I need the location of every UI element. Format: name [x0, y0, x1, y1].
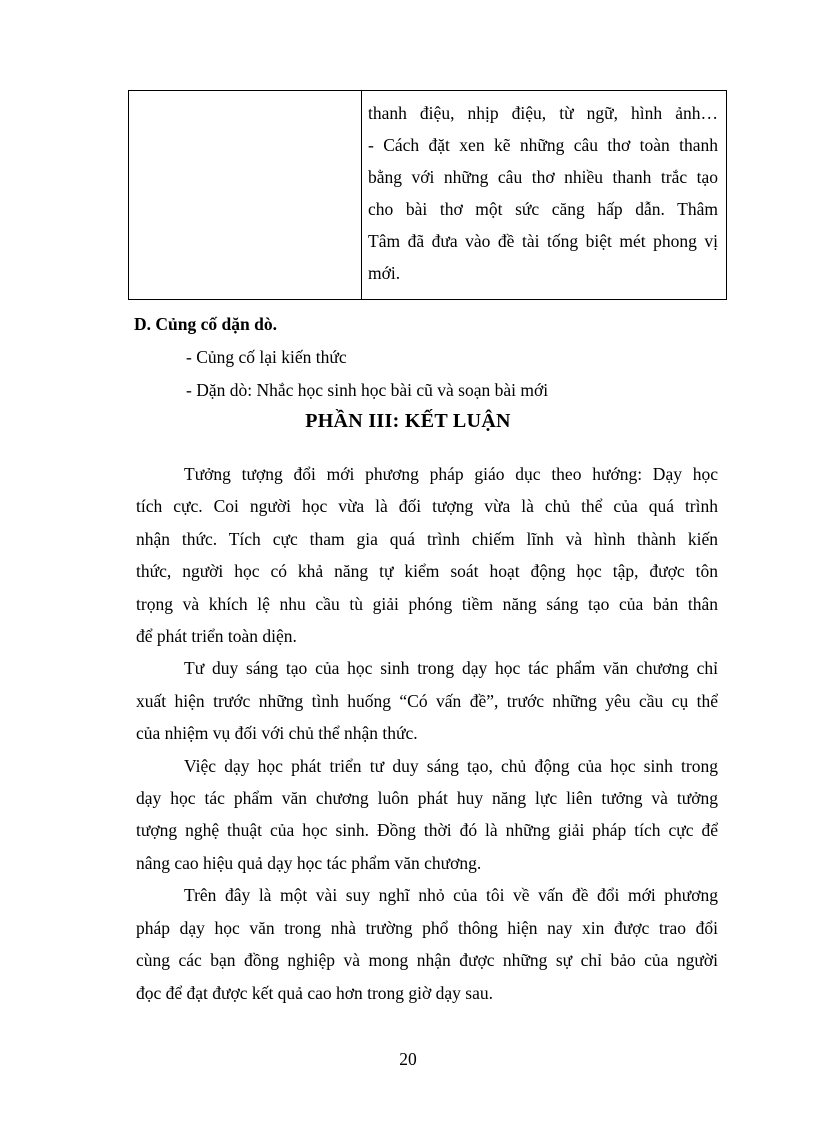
paragraph-line: thức, người học có khả năng tự kiểm soát hoạt động học tập, được tôn: [136, 561, 718, 582]
table-cell-line: cho bài thơ một sức căng hấp dẫn. Thâm: [368, 199, 718, 219]
paragraph-line: Trên đây là một vài suy nghĩ nhỏ của tôi về vấn đề đổi mới phương: [184, 885, 718, 906]
table-cell-line: - Cách đặt xen kẽ những câu thơ toàn thanh: [368, 135, 718, 155]
paragraph-line: để phát triển toàn diện.: [136, 626, 297, 647]
paragraph-line: dạy học tác phẩm văn chương luôn phát huy năng lực liên tưởng và tưởng: [136, 788, 718, 809]
table-cell-line: Tâm đã đưa vào đề tài tống biệt mét phong vị: [368, 231, 718, 251]
paragraph-line: nâng cao hiệu quả dạy học tác phẩm văn chương.: [136, 852, 482, 873]
table-cell-right: [362, 91, 727, 300]
paragraph-line: pháp dạy học văn trong nhà trường phổ thông hiện nay xin được trao đổi: [136, 917, 718, 938]
table-cell-left: [129, 91, 362, 300]
paragraph-line: tượng nghệ thuật của học sinh. Đồng thời đó là những giải pháp tích cực để: [136, 820, 718, 841]
table-cell-line: bằng với những câu thơ nhiều thanh trắc tạo: [368, 167, 718, 187]
page-number: 20: [399, 1049, 417, 1069]
paragraph: [136, 879, 718, 1009]
lesson-table: [128, 90, 727, 300]
paragraph-line: Việc dạy học phát triển tư duy sáng tạo, chủ động của học sinh trong: [184, 755, 718, 776]
paragraph-line: tích cực. Coi người học vừa là đối tượng vừa là chủ thể của quá trình: [136, 496, 718, 517]
table-cell-line: mới.: [368, 263, 401, 283]
paragraph-line: cùng các bạn đồng nghiệp và mong nhận được những sự chỉ bảo của người: [136, 950, 718, 971]
paragraph-line: Tưởng tượng đổi mới phương pháp giáo dục theo hướng: Dạy học: [184, 464, 718, 484]
paragraph-line: Tư duy sáng tạo của học sinh trong dạy học tác phẩm văn chương chỉ: [184, 658, 718, 679]
paragraph-line: trọng và khích lệ nhu cầu tù giải phóng tiềm năng sáng tạo của bản thân: [136, 593, 718, 614]
section-d-bullet: - Dặn dò: Nhắc học sinh học bài cũ và soạn bài mới: [186, 380, 549, 400]
section-d-heading: D. Củng cố dặn dò.: [134, 314, 277, 334]
conclusion-body: [136, 458, 718, 1009]
paragraph: [136, 750, 718, 880]
paragraph: [136, 652, 718, 749]
paragraph-line: xuất hiện trước những tình huống “Có vấn đề”, trước những yêu cầu cụ thể: [136, 690, 718, 711]
table-cell-line: thanh điệu, nhịp điệu, từ ngữ, hình ảnh…: [368, 103, 718, 123]
paragraph-line: đọc để đạt được kết quả cao hơn trong giờ dạy sau.: [136, 982, 494, 1003]
part-title: PHẦN III: KẾT LUẬN: [305, 410, 511, 432]
paragraph-line: của nhiệm vụ đối với chủ thể nhận thức.: [136, 723, 418, 744]
paragraph: [136, 458, 718, 652]
paragraph-line: nhận thức. Tích cực tham gia quá trình chiếm lĩnh và hình thành kiến: [136, 528, 718, 549]
table-row: [129, 91, 727, 300]
section-d-bullet: - Củng cố lại kiến thức: [186, 347, 347, 367]
